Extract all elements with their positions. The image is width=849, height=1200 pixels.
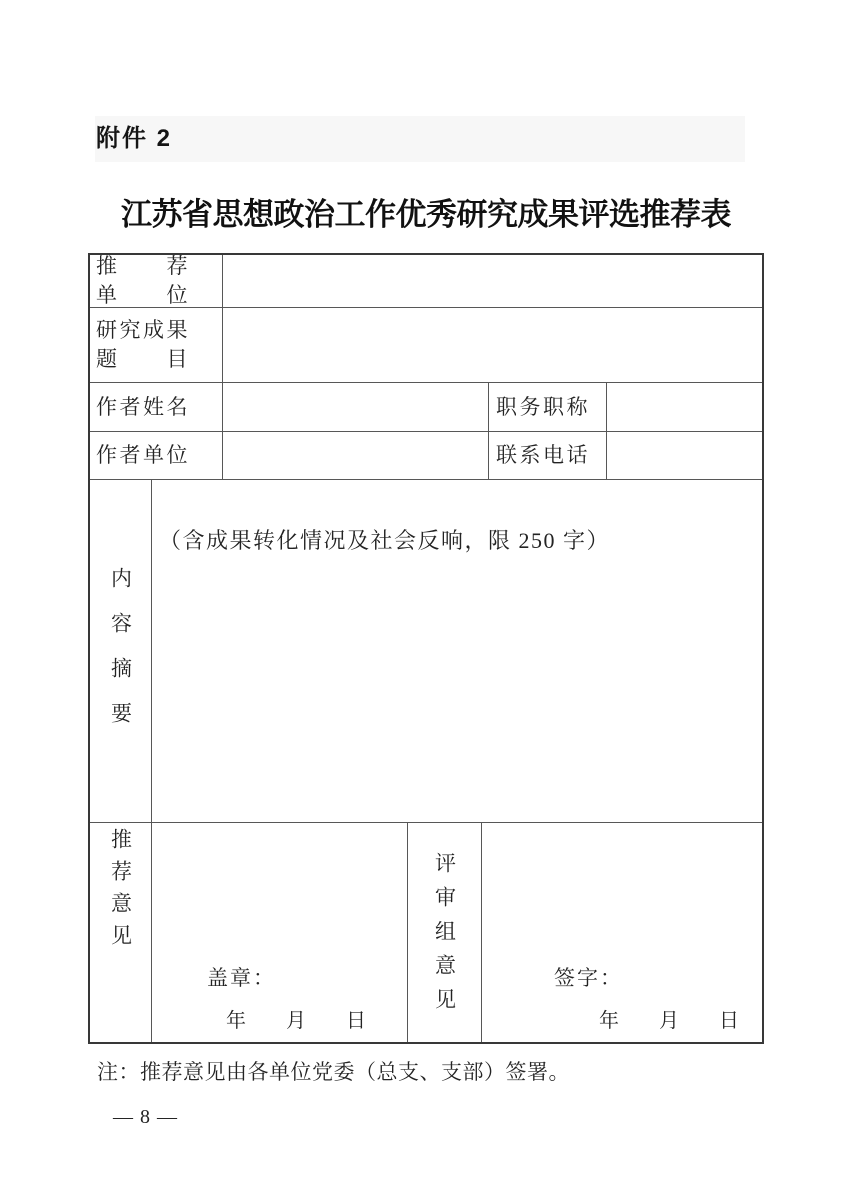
field-content-summary <box>152 480 762 822</box>
label-review-group-opinion <box>408 823 482 1042</box>
field-achievement-title <box>223 308 762 382</box>
vertical-label: 评审组意见 <box>432 851 457 1022</box>
field-position-title <box>607 383 762 431</box>
label-achievement-title <box>90 308 223 382</box>
field-contact-phone <box>607 432 762 479</box>
vertical-label: 内容摘要 <box>108 567 133 747</box>
summary-hint: （含成果转化情况及社会反响，限 250 字） <box>159 528 611 553</box>
sign-date-line: 年 月 日 <box>599 1010 739 1032</box>
sign-label: 签字： <box>554 966 623 990</box>
form-title: 江苏省思想政治工作优秀研究成果评选推荐表 <box>121 197 731 232</box>
row-opinions <box>90 823 762 1042</box>
label-content-summary <box>90 480 152 822</box>
label-line: 联系电话 <box>496 443 590 467</box>
label-line: 研究成果 <box>96 318 190 342</box>
page-number: — 8 — <box>113 1106 178 1128</box>
label-line: 题 目 <box>96 347 190 371</box>
field-author-unit <box>223 432 489 479</box>
field-review-group-opinion <box>482 823 762 1042</box>
row-author-name <box>90 383 762 432</box>
label-recommendation-opinion <box>90 823 152 1042</box>
label-line: 单 位 <box>96 283 190 307</box>
row-achievement-title <box>90 308 762 383</box>
seal-label: 盖章： <box>207 966 276 990</box>
row-author-unit <box>90 432 762 480</box>
attachment-band <box>95 116 745 162</box>
label-contact-phone <box>489 432 607 479</box>
label-line: 作者姓名 <box>96 394 190 419</box>
field-author-name <box>223 383 489 431</box>
label-author-unit <box>90 432 223 479</box>
attachment-label: 附件 2 <box>96 125 173 152</box>
seal-date-line: 年 月 日 <box>226 1010 366 1032</box>
row-recommending-unit <box>90 255 762 308</box>
label-line: 推 荐 <box>96 255 190 278</box>
row-content-summary <box>90 480 762 823</box>
label-author-name <box>90 383 223 431</box>
label-line: 职务职称 <box>496 394 590 419</box>
recommendation-table <box>88 253 764 1044</box>
field-recommendation-opinion <box>152 823 408 1042</box>
vertical-label: 推荐意见 <box>108 828 133 956</box>
footnote: 注：推荐意见由各单位党委（总支、支部）签署。 <box>97 1060 570 1084</box>
label-recommending-unit <box>90 255 223 307</box>
label-position-title <box>489 383 607 431</box>
label-line: 作者单位 <box>96 443 190 467</box>
field-recommending-unit <box>223 255 762 307</box>
